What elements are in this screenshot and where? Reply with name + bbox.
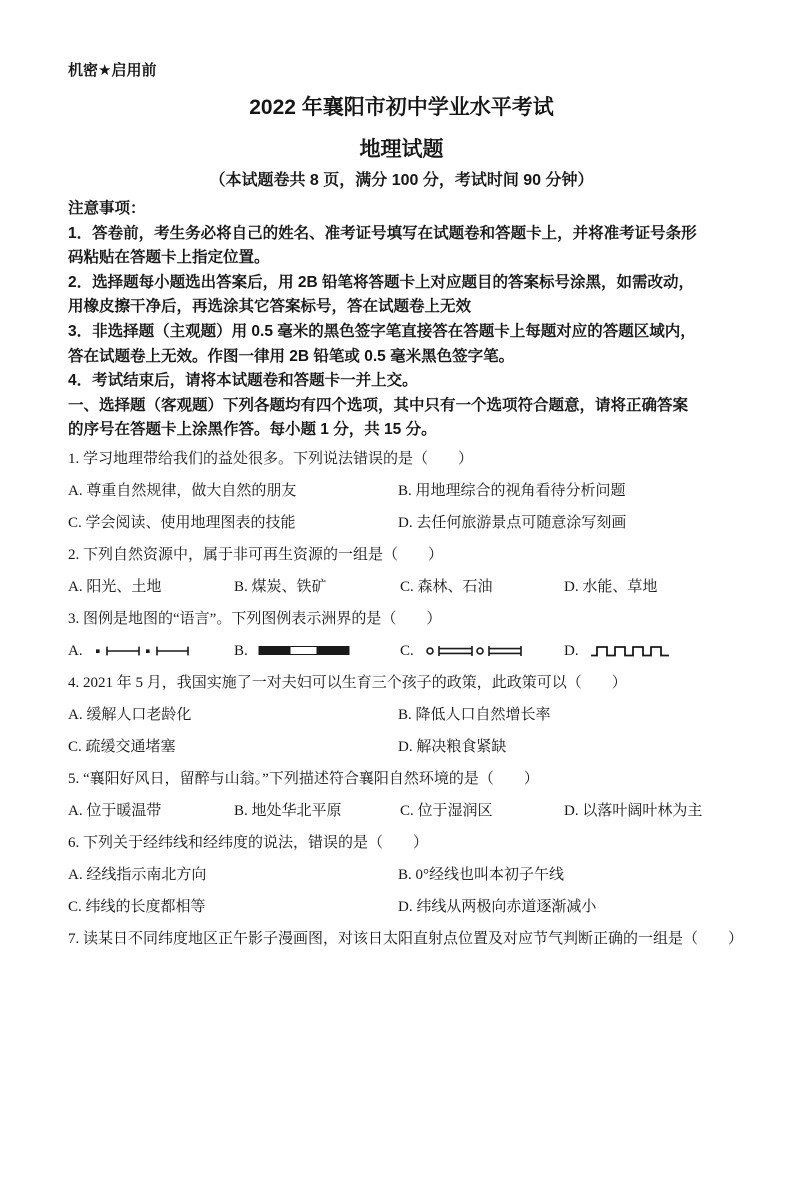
- question-4-option-a: A. 缓解人口老龄化: [68, 706, 192, 723]
- question-2-option-b: B. 煤炭、铁矿: [234, 578, 327, 595]
- question-3-option-c-label: C.: [400, 642, 414, 659]
- question-4-stem: 4. 2021 年 5 月，我国实施了一对夫妇可以生育三个孩子的政策，此政策可以（ ）: [68, 674, 627, 691]
- section-one-heading-line-2: 的序号在答题卡上涂黑作答。每小题 1 分，共 15 分。: [68, 421, 437, 439]
- question-2-option-d: D. 水能、草地: [564, 578, 658, 595]
- question-3-stem: 3. 图例是地图的“语言”。下列图例表示洲界的是（ ）: [68, 610, 442, 627]
- question-6-option-a: A. 经线指示南北方向: [68, 866, 207, 883]
- question-2: [68, 539, 735, 603]
- question-3-options-row: [68, 635, 735, 667]
- question-3: [68, 603, 735, 667]
- question-2-option-c: C. 森林、石油: [400, 578, 493, 595]
- question-3-option-d: [564, 635, 735, 667]
- question-1-option-d: D. 去任何旅游景点可随意涂写刻画: [398, 514, 627, 531]
- question-3-option-c: [400, 635, 564, 667]
- question-3-option-d-label: D.: [564, 642, 579, 659]
- circle-and-double-line-boundary-legend-icon: [424, 644, 524, 658]
- crenellated-great-wall-line-legend-icon: [589, 643, 683, 659]
- question-2-option-a: A. 阳光、土地: [68, 578, 162, 595]
- question-6: [68, 827, 735, 923]
- banded-black-white-bar-legend-icon: [258, 645, 350, 656]
- question-5-option-a: A. 位于暖温带: [68, 802, 162, 819]
- question-4-option-c: C. 疏缓交通堵塞: [68, 738, 176, 755]
- question-1-option-c: C. 学会阅读、使用地理图表的技能: [68, 514, 296, 531]
- question-1: [68, 443, 735, 539]
- exam-info: （本试题卷共 8 页，满分 100 分，考试时间 90 分钟）: [209, 172, 594, 189]
- question-1-stem: 1. 学习地理带给我们的益处很多。下列说法错误的是（ ）: [68, 450, 474, 467]
- question-5-stem: 5. “襄阳好风日，留醉与山翁。”下列描述符合襄阳自然环境的是（ ）: [68, 770, 539, 787]
- question-4-option-d: D. 解决粮食紧缺: [398, 738, 507, 755]
- question-1-option-a: A. 尊重自然规律，做大自然的朋友: [68, 482, 297, 499]
- question-3-option-b: [234, 635, 400, 667]
- question-7-stem: 7. 读某日不同纬度地区正午影子漫画图，对该日太阳直射点位置及对应节气判断正确的一组是（ ）: [68, 930, 744, 947]
- notice-item-2-line-2: 用橡皮擦干净后，再选涂其它答案标号，答在试题卷上无效: [68, 298, 472, 316]
- question-3-option-a: [68, 635, 234, 667]
- subject-title: 地理试题: [359, 138, 444, 161]
- question-1-option-b: B. 用地理综合的视角看待分析问题: [398, 482, 626, 499]
- notice-section: [68, 197, 735, 394]
- question-1-options-row-2: [68, 507, 735, 539]
- question-3-option-b-label: B.: [234, 642, 248, 659]
- question-6-option-d: D. 纬线从两极向赤道逐渐减小: [398, 898, 597, 915]
- question-5-option-d: D. 以落叶阔叶林为主: [564, 802, 703, 819]
- question-6-option-c: C. 纬线的长度都相等: [68, 898, 206, 915]
- question-list: [68, 443, 744, 955]
- question-2-options-row: [68, 571, 735, 603]
- notice-item-1-line-2: 码粘贴在答题卡上指定位置。: [68, 249, 270, 267]
- section-one-heading: [68, 394, 735, 443]
- question-5-options-row: [68, 795, 735, 827]
- question-5-option-b: B. 地处华北平原: [234, 802, 342, 819]
- section-one-heading-line-1: 一、选择题（客观题）下列各题均有四个选项，其中只有一个选项符合题意，请将正确答案: [68, 396, 689, 414]
- notice-item-1-line-1: 1．答卷前，考生务必将自己的姓名、准考证号填写在试题卷和答题卡上，并将准考证号条形: [68, 224, 697, 242]
- question-3-option-a-label: A.: [68, 642, 83, 659]
- question-7: [68, 923, 744, 955]
- question-4-options-row-2: [68, 731, 735, 763]
- question-6-stem: 6. 下列关于经纬线和经纬度的说法，错误的是（ ）: [68, 834, 429, 851]
- notice-item-4-line-1: 4．考试结束后，请将本试题卷和答题卡一并上交。: [68, 372, 418, 390]
- question-6-options-row-1: [68, 859, 735, 891]
- notice-heading: 注意事项：: [68, 200, 146, 217]
- notice-item-2-line-1: 2．选择题每小题选出答案后，用 2B 铅笔将答题卡上对应题目的答案标号涂黑，如需改动，: [68, 273, 695, 291]
- question-4-options-row-1: [68, 699, 735, 731]
- question-4: [68, 667, 735, 763]
- question-5: [68, 763, 735, 827]
- question-4-option-b: B. 降低人口自然增长率: [398, 706, 551, 723]
- page-title: 2022 年襄阳市初中学业水平考试: [249, 96, 554, 119]
- dot-and-tick-segment-boundary-legend-icon: [93, 644, 191, 658]
- notice-item-3-line-2: 答在试题卷上无效。作图一律用 2B 铅笔或 0.5 毫米黑色签字笔。: [68, 347, 515, 365]
- question-1-options-row-1: [68, 475, 735, 507]
- security-classification: 机密★启用前: [68, 62, 157, 79]
- question-2-stem: 2. 下列自然资源中，属于非可再生资源的一组是（ ）: [68, 546, 444, 563]
- question-6-options-row-2: [68, 891, 735, 923]
- question-5-option-c: C. 位于湿润区: [400, 802, 493, 819]
- notice-item-3-line-1: 3．非选择题（主观题）用 0.5 毫米的黑色签字笔直接答在答题卡上每题对应的答题区域内，: [68, 322, 696, 340]
- exam-paper-page: [0, 62, 793, 1184]
- question-6-option-b: B. 0°经线也叫本初子午线: [398, 866, 565, 883]
